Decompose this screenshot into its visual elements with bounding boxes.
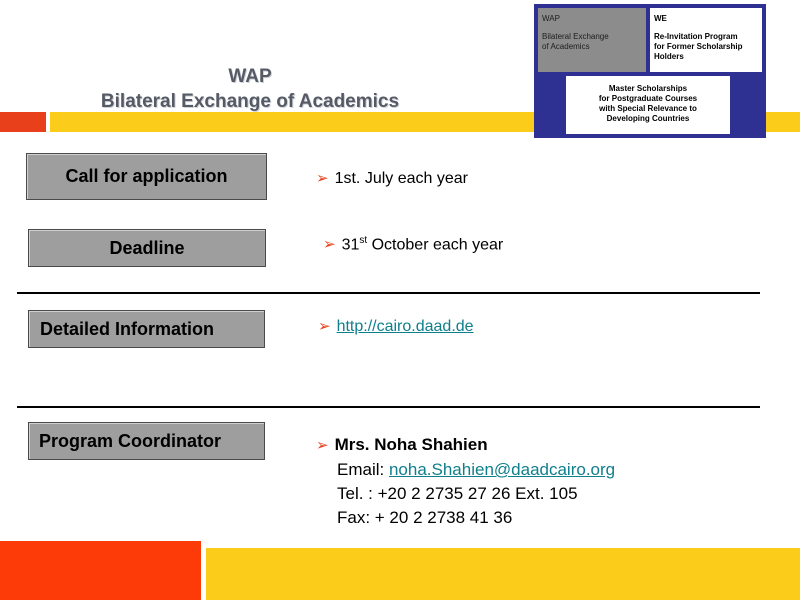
coordinator-fax: Fax: + 20 2 2738 41 36: [337, 508, 513, 527]
coordinator-email-line: [316, 458, 615, 482]
coordinator-email-link[interactable]: noha.Shahien@daadcairo.org: [388, 460, 616, 479]
top-red-bar: [0, 112, 46, 132]
page-title: [40, 64, 460, 114]
title-line-1: WAP: [228, 66, 272, 87]
logo-wap-line-3: of Academics: [542, 42, 590, 51]
logo-we-line-4: Holders: [654, 52, 684, 61]
logo-we-line-2: Re-Invitation Program: [654, 32, 738, 41]
deadline-rest: October each year: [367, 236, 504, 254]
program-coordinator-value: [316, 433, 615, 530]
call-for-application-value: [316, 169, 468, 188]
divider-line: [17, 406, 760, 408]
logo-we-box: [650, 8, 762, 72]
bottom-red-bar: [0, 541, 201, 600]
bottom-yellow-bar: [206, 548, 800, 600]
divider-line: [17, 292, 760, 294]
program-coordinator-label: Program Coordinator: [28, 422, 265, 460]
logo-wap-line-2: Bilateral Exchange: [542, 32, 609, 41]
logo-wap-line-1: WAP: [542, 14, 560, 23]
detailed-information-value: [318, 317, 474, 336]
deadline-value: [323, 235, 503, 254]
deadline-suffix: st: [359, 235, 368, 246]
logo-we-line-3: for Former Scholarship: [654, 42, 743, 51]
logo-we-line-1: WE: [654, 14, 667, 23]
logo-master-line-4: Developing Countries: [606, 114, 690, 123]
coordinator-tel: Tel. : +20 2 2735 27 26 Ext. 105: [337, 484, 578, 503]
coordinator-name-line: [316, 433, 615, 458]
arrow-bullet-icon: ➢: [323, 236, 336, 254]
call-date-text: 1st. July each year: [334, 170, 468, 187]
deadline-day: 31: [341, 236, 360, 254]
logo-master-line-3: with Special Relevance to: [599, 104, 697, 113]
program-logo: [534, 4, 766, 138]
daad-website-link[interactable]: http://cairo.daad.de: [336, 318, 474, 335]
logo-master-box: [566, 76, 730, 134]
arrow-bullet-icon: ➢: [318, 318, 331, 335]
coordinator-name: Mrs. Noha Shahien: [334, 435, 488, 454]
title-line-2: Bilateral Exchange of Academics: [100, 91, 400, 112]
email-label: Email:: [337, 460, 389, 479]
logo-master-line-2: for Postgraduate Courses: [598, 94, 698, 103]
logo-wap-box: [538, 8, 646, 72]
logo-master-line-1: Master Scholarships: [608, 84, 688, 93]
arrow-bullet-icon: ➢: [316, 170, 329, 187]
call-for-application-label: Call for application: [26, 153, 267, 200]
arrow-bullet-icon: ➢: [316, 437, 329, 454]
deadline-label: Deadline: [28, 229, 266, 267]
detailed-information-label: Detailed Information: [28, 310, 265, 348]
